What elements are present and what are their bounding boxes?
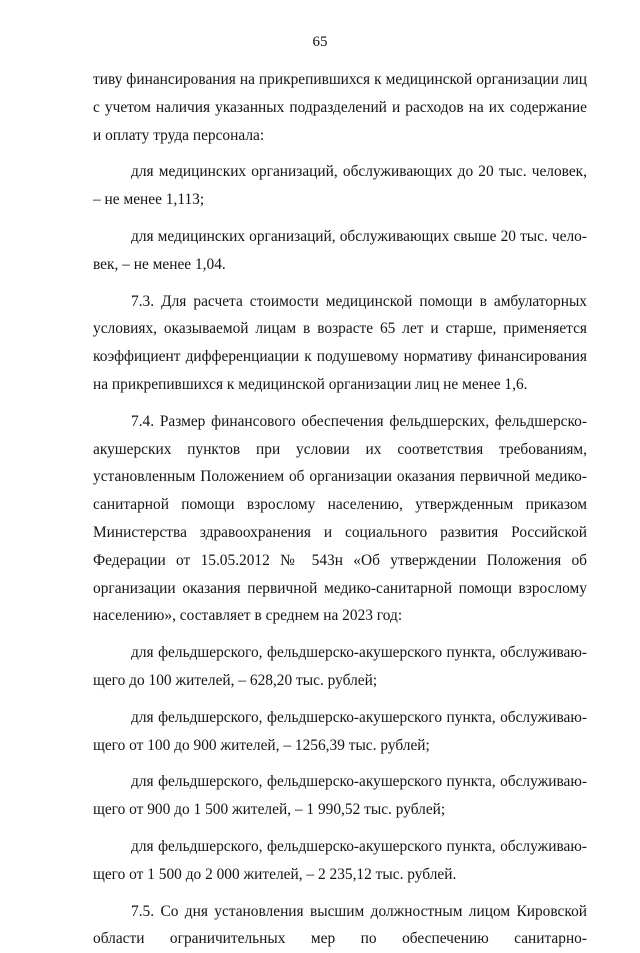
document-body	[93, 66, 587, 953]
paragraph-coefficient-over-20k: для медицинских организаций, обслуживающих свыше 20 тыс. человек, – не менее 1,04.	[93, 227, 587, 273]
paragraph-fap-1500-2000: для фельдшерского, фельдшерско-акушерского пункта, обслуживающего от 1 500 до 2 000 жителей, – 2 235,12 тыс. рублей.	[93, 837, 587, 883]
paragraph-coefficient-up-to-20k: для медицинских организаций, обслуживающих до 20 тыс. человек, – не менее 1,113;	[93, 163, 587, 209]
paragraph-7-3: 7.3. Для расчета стоимости медицинской помощи в амбулаторных условиях, оказываемой лицам в возрасте 65 лет и старше, применяется коэффициент дифференциации к подушевому нормативу финансирования на прикрепившихся к медицинской организации лиц не менее 1,6.	[93, 292, 587, 393]
paragraph-fap-100-900: для фельдшерского, фельдшерско-акушерского пункта, обслуживающего от 100 до 900 жителей, – 1256,39 тыс. рублей;	[93, 708, 587, 754]
paragraph-7-5: 7.5. Со дня установления высшим должностным лицом Кировской области ограничительных мер по обеспечению санитарно-	[93, 902, 587, 948]
paragraph-continuation: тиву финансирования на прикрепившихся к медицинской организации лиц с учетом наличия указанных подразделений и расходов на их содержание и оплату труда персонала:	[93, 71, 587, 144]
paragraph-fap-up-to-100: для фельдшерского, фельдшерско-акушерского пункта, обслуживающего до 100 жителей, – 628,20 тыс. рублей;	[93, 644, 587, 689]
page-number: 65	[312, 34, 328, 50]
paragraph-7-4: 7.4. Размер финансового обеспечения фельдшерских, фельдшерско-акушерских пунктов при условии их соответствия требованиям, установленным Положением об организации оказания первичной медико-санитарной помощи взрослому населению, утвержденным приказом Министерства здравоохранения и социального развития Российской Федерации от 15.05.2012 № 543н «Об утверждении Положения об организации оказания первичной медико-санитарной помощи взрослому населению», составляет в среднем на 2023 год:	[93, 412, 587, 625]
paragraph-fap-900-1500: для фельдшерского, фельдшерско-акушерского пункта, обслуживающего от 900 до 1 500 жителей, – 1 990,52 тыс. рублей;	[93, 773, 587, 819]
